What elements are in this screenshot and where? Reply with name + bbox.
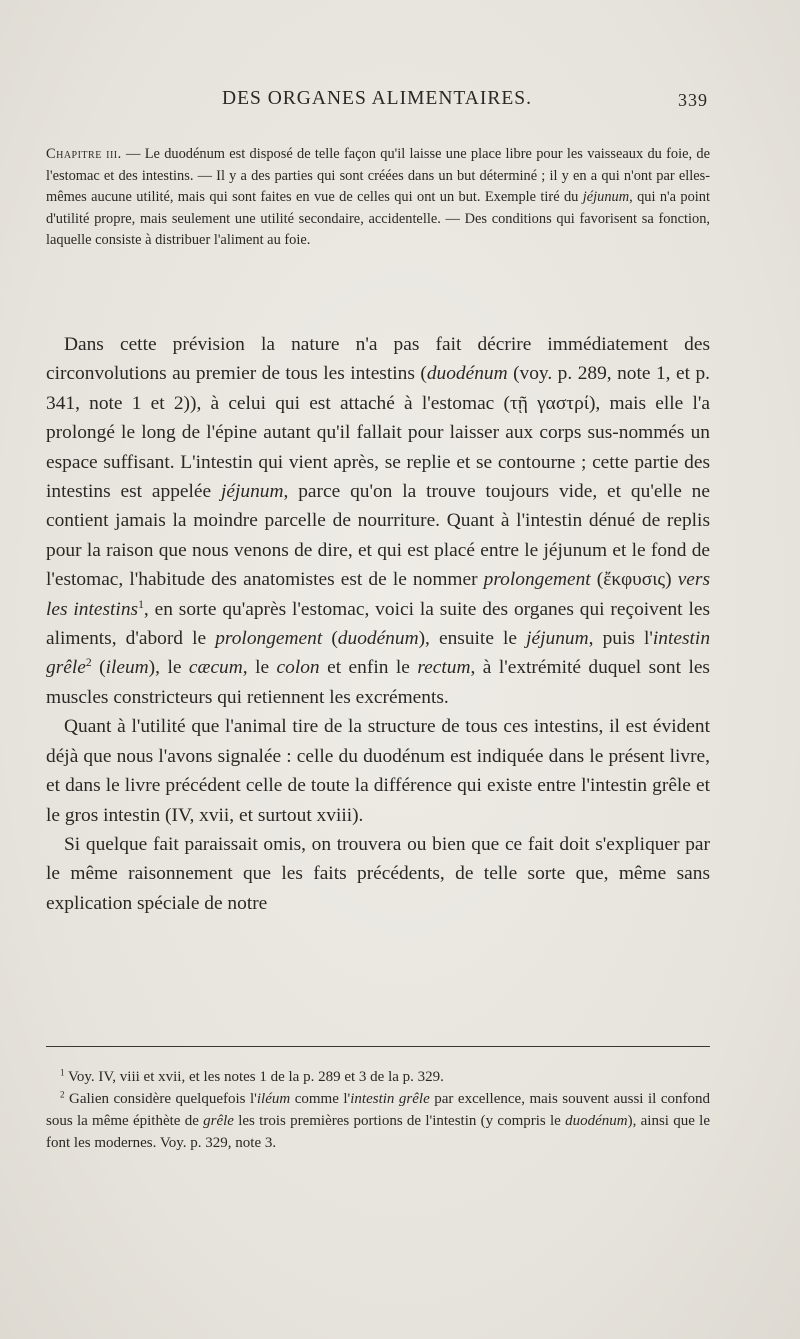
footnote-ref-1[interactable]: 1 [138,597,144,611]
footnotes [46,1066,710,1154]
p1-text: Dans cette prévision la nature n'a pas fait décrire immédiatement des circonvolutions au premier de tous les intestins ( [46,334,710,385]
p1-text: ( [91,657,106,679]
footnote-divider [46,1046,710,1047]
p1-text: et enfin le [319,657,418,679]
footnote-1 [46,1066,710,1088]
footnote-italic: grêle [203,1113,234,1129]
page-header [46,86,708,116]
p1-italic: cæcum [188,657,243,679]
paragraph-1 [46,330,710,712]
page-number: 339 [678,90,708,110]
running-title: DES ORGANES ALIMENTAIRES. [222,88,532,109]
chapter-label: Chapitre [46,146,102,162]
footnote-marker: 1 [60,1067,65,1078]
p1-text: ), ensuite le [418,628,527,650]
p1-italic: rectum [417,657,471,679]
p1-italic: colon [276,657,320,679]
p1-italic: ileum [105,657,149,679]
p1-text: ), le [148,657,189,679]
p1-text: , en sorte qu'après l'estomac, voici la suite des organes qui reçoivent les aliments, d'abord le [46,598,710,650]
footnote-text: Voy. IV, viii et xvii, et les notes 1 de la p. 289 et 3 de la p. 329. [64,1069,444,1085]
chapter-summary [46,144,710,252]
footnote-text: par excellence, mais souvent aussi il confond sous la même épithète de [46,1091,710,1129]
p1-text: , le [242,657,277,679]
p1-italic: prolongement [483,569,591,591]
p1-text: , puis l' [588,628,653,650]
p1-italic: vers les intestins [46,569,710,620]
p1-italic: jéjunum [526,628,589,650]
main-text [46,330,710,918]
footnote-text: les trois premières portions de l'intestin (y compris le [233,1113,566,1129]
p1-text: (ἔκφυσις) [590,569,678,591]
p1-text: ( [322,628,338,650]
summary-paragraph [46,144,710,252]
footnote-italic: iléum [256,1091,291,1107]
footnote-text: Galien considère quelquefois l' [64,1091,257,1107]
footnote-italic: intestin grêle [350,1091,430,1107]
paragraph-2: Quant à l'utilité que l'animal tire de la structure de tous ces intestins, il est évident déjà que nous l'avons signalée : celle du duodénum est indiquée dans le présent livre, et dans le livre précédent celle de toute la différence qui existe entre l'intestin grêle et le gros intestin (IV, xvii, et surtout xviii). [46,716,710,826]
summary-text-1: — Le duodénum est disposé de telle façon qu'il laisse une place libre pour les vaisseaux du foie, de l'estomac et des intestins. — Il y a des parties qui sont créées dans un but déterminé ; il y en a qui n'ont par elles-mêmes aucune utilité, mais qui sont faites en vue de celles qui ont un but. Exemple tiré du [46,146,710,206]
p1-italic: duodénum [337,628,419,650]
p1-text: (voy. p. 289, note 1, et p. 341, note 1 et 2)), à celui qui est attaché à l'estomac (τῇ γαστρί), mais elle l'a prolongé le long de l'épine autant qu'il fallait pour laisser aux corps sus-nommés un espace suffisant. L'intestin qui vient après, se replie et se contourne ; cette partie des intestins est appelée [46,363,710,503]
summary-text-2: , qui n'a point d'utilité propre, mais seulement une utilité secondaire, accidentelle. — Des conditions qui favorisent sa fonction, laquelle consiste à distribuer l'aliment au foie. [46,189,710,249]
paragraph-3: Si quelque fait paraissait omis, on trouvera ou bien que ce fait doit s'expliquer par le même raisonnement que les faits précédents, de telle sorte que, même sans explication spéciale de notre [46,833,710,914]
footnote-italic: duodénum [565,1113,628,1129]
p1-italic: duodénum [426,363,508,385]
p1-italic: jéjunum [221,481,284,503]
footnote-2 [46,1088,710,1154]
p1-text: , parce qu'on la trouve toujours vide, et qu'elle ne contient jamais la moindre parcelle de nourriture. Quant à l'intestin dénué de replis pour la raison que nous venons de dire, et qui est placé entre le jéjunum et le fond de l'estomac, l'habitude des anatomistes est de le nommer [46,481,710,591]
p1-italic: intestin grêle [46,628,711,679]
footnote-text: comme l' [290,1091,351,1107]
chapter-number: iii. [106,146,122,162]
footnote-marker: 2 [60,1089,65,1100]
p1-text: , à l'extrémité duquel sont les muscles constricteurs qui retiennent les excréments. [46,657,710,708]
summary-italic-jejunum: jéjunum [582,189,630,206]
footnote-text: ), ainsi que le font les modernes. Voy. p. 329, note 3. [46,1113,710,1151]
footnote-ref-2[interactable]: 2 [85,656,92,670]
p1-italic: prolongement [215,628,323,650]
